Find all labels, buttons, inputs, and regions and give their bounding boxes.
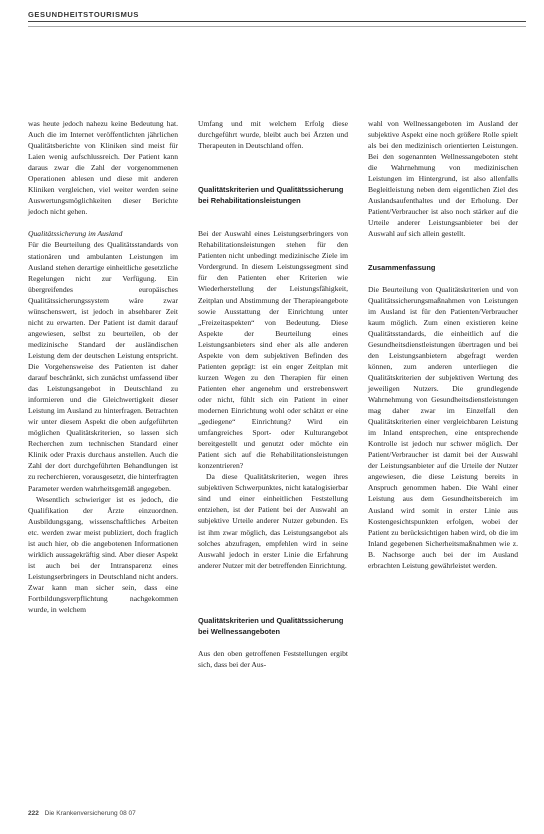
- page-footer: [28, 810, 136, 817]
- heading-wellnessangebote: Qualitätskriterien und Qualitätssicherung bei Wellnessangeboten: [198, 615, 344, 636]
- heading-zusammenfassung: Zusammenfassung: [368, 262, 436, 272]
- heading-rehabilitationsleistungen: Qualitätskriterien und Qualitätssicherung bei Rehabilitationsleistungen: [198, 185, 344, 206]
- paragraph: was heute jedoch nahezu keine Bedeutung hat. Auch die im Internet veröffentlichten jährlichen Qualitätsberichte von Kliniken sind meist für Laien wenig aufschlussreich. Der Patient kann daraus zwar die Zahl der vorgenommenen Operationen ablesen und diese mit anderen Kliniken vergleichen, viel weiter werden seine Auswertungsmöglichkeiten dieser Berichte jedoch nicht gehen.: [28, 119, 178, 217]
- paragraph: Wesentlich schwieriger ist es jedoch, die Qualifikation der Ärzte einzuordnen. Ausbildungsgang, wissenschaftliches Arbeiten etc. werden zwar meist publiziert, doch fraglich ist auch hier, ob die angebotenen Informationen wirklich aussagekräftig sind. Aber dieser Aspekt ist auch bei der Intransparenz eines Leistungserbringers in Deutschland nicht anders. Zwar kann man sicher sein, dass eine Fortbildungsverpflichtung nachgekommen wurde, in welchem: [28, 494, 178, 615]
- section-title: GESUNDHEITSTOURISMUS: [28, 10, 140, 19]
- header-rule: [28, 21, 526, 27]
- article-body: [28, 118, 518, 798]
- page-header: [28, 10, 526, 27]
- paragraph: wahl von Wellnessangeboten im Ausland der subjektive Aspekt eine noch größere Rolle spielt als bei den medizinisch orientierten Leistungen. Bei den sogenannten Wellnessangeboten steht die Wahrnehmung von medizinischen Leistungen im Hintergrund, ist also allenfalls Begleitleistung neben dem eigentlichen Ziel des Auslandsaufenthaltes und der Erholung. Der Patient/Verbraucher ist also noch stärker auf die Urteile anderer Leistungsanbieter bei der Auswahl auf sich allein gestellt.: [368, 119, 518, 239]
- journal-name: Die Krankenversicherung 08 07: [44, 810, 136, 817]
- paragraph: Bei der Auswahl eines Leistungserbringers von Rehabilitationsleistungen stehen für den Patienten nicht unbedingt medizinische Ziele im Vordergrund. In diesem Leistungssegment sind für den Patienten eher Kriterien wie Wiederherstellung der Leistungsfähigkeit, Zeitplan und Abstimmung der Therapieangebote sowie Ausstattung der Einrichtung unter „Freizeitaspekten“ von Bedeutung. Diese Aspekte der Beurteilung eines Leistungsanbieters sind eher als alle anderen Aspekte von dem subjektiven Befinden des Patienten geprägt: ist ein enger Zeitplan mit kurzen Wegen zu den Therapien für einen Patienten eher angenehm und erstrebenswert oder nicht, fühlt sich ein Patient in einer modernen Einrichtung wohl oder schätzt er eine „gediegene“ Einrichtung? Wird ein umfangreiches Sport- oder Kulturangebot bereitgestellt und genutzt oder möchte ein Patient sich auf die Rehabilitationsleistungen konzentrieren?: [198, 229, 348, 471]
- column-2: [198, 118, 348, 798]
- paragraph: Aus den oben getroffenen Feststellungen ergibt sich, dass bei der Aus-: [198, 648, 348, 669]
- paragraph: Da diese Qualitätskriterien, wegen ihres subjektiven Schwerpunktes, nicht katalogisierbar sind und einer einheitlichen Feststellung entziehen, ist der Patient bei der Auswahl an subjektive Urteile anderer Nutzer gebunden. Es ist ihm zwar möglich, das Leistungsangebot als solches abzufragen, empfehlen wird in seine Auswahl jedoch in erster Linie die Erfahrung anderer Nutzer mit der betreffenden Einrichtung.: [198, 472, 348, 570]
- paragraph: Umfang und mit welchem Erfolg diese durchgeführt wurde, bleibt auch bei Ärzten und Therapeuten in Deutschland offen.: [198, 119, 348, 151]
- subheading-qualitaetssicherung-ausland: Qualitätssicherung im Ausland: [28, 229, 123, 239]
- column-1: [28, 118, 178, 798]
- column-3: [368, 118, 518, 798]
- page-number: 222: [28, 810, 39, 817]
- paragraph: Für die Beurteilung des Qualitätsstandards von stationären und ambulanten Leistungen im Ausland stehen derartige einheitliche gesetzliche Regelungen nicht zur Verfügung. Ein übergreifendes europäisches Qualitätssicherungssystem wäre zwar wünschenswert, ist jedoch in absehbarer Zeit nicht zu erwarten. Der Patient ist damit darauf angewiesen, selbst zu beurteilen, ob der medizinische Standard der ausländischen Leistung dem der deutschen Leistung entspricht. Die Vorgehensweise des Patienten ist daher darauf beschränkt, sich zunächst umfassend über das Leistungsangebot in Deutschland zu informieren und die Gleichwertigkeit dieser Leistung im Ausland zu hinterfragen. Betrachten wir unter diesem Aspekt die oben aufgeführten möglichen Qualitätskriterien, so lassen sich Recherchen zum technischen Standard einer Klinik oder Praxis durchaus anstellen. Auch die Zahl der dort durchgeführten Behandlungen ist zu recherchieren, vorausgesetzt, die hinterfragten Parameter werden wahrheitsgemäß angegeben.: [28, 240, 178, 493]
- paragraph: Die Beurteilung von Qualitätskriterien und von Qualitätssicherungsmaßnahmen von Leistungen im Ausland ist für den Patienten/Verbraucher kaum möglich. Zum einen existieren keine Qualitätsstandards, die einheitlich auf die Gesundheitsdienstleistungen übertragen und bei den Leistungsanbietern abgefragt werden können, zum anderen unterliegen die Qualitätskriterien der subjektiven Wertung des jeweiligen Nutzers. Die grundlegende Wahrnehmung von Gesundheitsdienstleistungen mag daher zwar im Einzelfall den Qualitätskriterien einer vergleichbaren Leistung im Inland entsprechen, eine entsprechende Kontrolle ist jedoch nur schwer möglich. Der Patient/Verbraucher ist damit bei der Auswahl der Leistungsanbieter auf die Urteile der Nutzer angewiesen, die diese Leistung bereits in Anspruch genommen haben. Die Wahl einer Leistung aus dem Gesundheitsbereich im Ausland wird somit in erster Linie aus Kostengesichtspunkten erfolgen, wobei der Patient zu berücksichtigen haben wird, ob die im Inland gegebenen Sicherheitsmaßnahmen wie z. B. Nachsorge auch bei der im Ausland erbrachten Leistung gewährleistet werden.: [368, 284, 518, 570]
